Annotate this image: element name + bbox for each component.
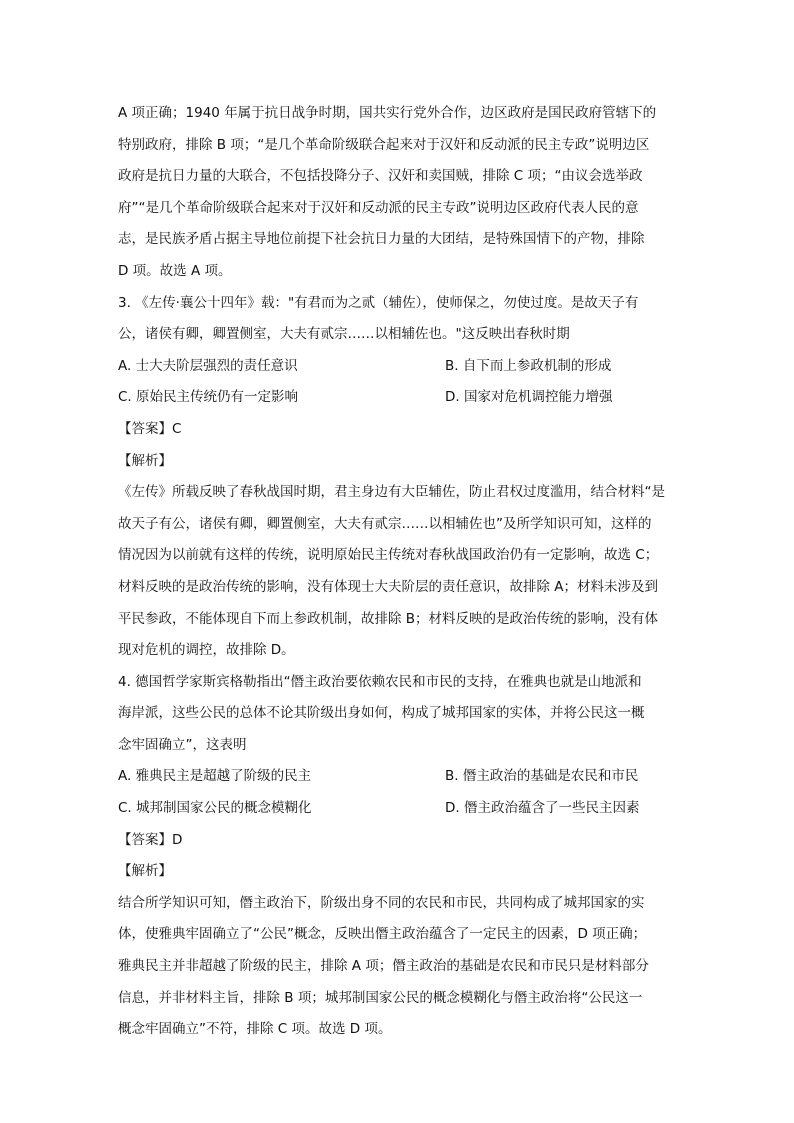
question-stem: 3. 《左传·襄公十四年》载："有君而为之贰（辅佐），使师保之，勿使过度。是故天子有: [118, 294, 639, 311]
text-line: 府”“是几个革命阶级联合起来对于汉奸和反动派的民主专政”说明边区政府代表人民的意: [118, 199, 639, 216]
text-line: 特别政府，排除 B 项；“是几个革命阶级联合起来对于汉奸和反动派的民主专政”说明边区: [118, 136, 650, 153]
option-d: D. 国家对危机调控能力增强: [445, 389, 613, 406]
analysis-text: 体，使雅典牢固确立了“公民”概念，反映出僭主政治蕴含了一定民主的因素，D 项正确；: [118, 926, 647, 943]
analysis-label: 【解析】: [118, 863, 172, 880]
option-b: B. 自下而上参政机制的形成: [445, 357, 612, 374]
option-c: C. 城邦制国家公民的概念模糊化: [118, 800, 312, 817]
options-row: [118, 382, 678, 414]
option-b: B. 僭主政治的基础是农民和市民: [445, 768, 639, 785]
analysis-text: 雅典民主并非超越了阶级的民主，排除 A 项；僭主政治的基础是农民和市民只是材料部分: [118, 958, 649, 975]
analysis-text: 材料反映的是政治传统的影响，没有体现士大夫阶层的责任意识，故排除 A；材料未涉及到: [118, 578, 659, 595]
document-body: [118, 98, 678, 1046]
text-line: 志，是民族矛盾占据主导地位前提下社会抗日力量的大团结，是特殊国情下的产物，排除: [118, 231, 645, 248]
options-row: [118, 351, 678, 383]
option-a: A. 雅典民主是超越了阶级的民主: [118, 768, 312, 785]
analysis-text: 结合所学知识可知，僭主政治下，阶级出身不同的农民和市民，共同构成了城邦国家的实: [118, 894, 645, 911]
question-stem: 海岸派，这些公民的总体不论其阶级出身如何，构成了城邦国家的实体，并将公民这一概: [118, 705, 645, 722]
text-line: A 项正确；1940 年属于抗日战争时期，国共实行党外合作，边区政府是国民政府管辖下的: [118, 105, 657, 121]
analysis-text: 《左传》所载反映了春秋战国时期，君主身边有大臣辅佐，防止君权过度滥用，结合材料“是: [118, 484, 665, 501]
previous-explanation: [118, 98, 678, 288]
text-line: 政府是抗日力量的大联合，不包括投降分子、汉奸和卖国贼，排除 C 项；“由议会选举政: [118, 168, 643, 185]
question-4: [118, 667, 678, 1046]
option-a: A. 士大夫阶层强烈的责任意识: [118, 357, 298, 374]
options-row: [118, 793, 678, 825]
text-line: D 项。故选 A 项。: [118, 262, 232, 279]
question-stem: 念牢固确立”，这表明: [118, 736, 247, 753]
options-row: [118, 761, 678, 793]
option-d: D. 僭主政治蕴含了一些民主因素: [445, 800, 640, 817]
analysis-text: 故天子有公，诸侯有卿，卿置侧室，大夫有贰宗……以相辅佐也”及所学知识可知，这样的: [118, 515, 652, 532]
question-3: [118, 288, 678, 667]
question-stem: 4. 德国哲学家斯宾格勒指出“僭主政治要依赖农民和市民的支持，在雅典也就是山地派和: [118, 673, 642, 690]
answer-line: 【答案】C: [118, 420, 182, 437]
analysis-label: 【解析】: [118, 452, 172, 469]
analysis-text: 信息，并非材料主旨，排除 B 项；城邦制国家公民的概念模糊化与僭主政治将“公民这一: [118, 989, 643, 1006]
analysis-text: 平民参政，不能体现自下而上参政机制，故排除 B；材料反映的是政治传统的影响，没有体: [118, 610, 659, 627]
analysis-text: 现对危机的调控，故排除 D。: [118, 642, 295, 659]
option-c: C. 原始民主传统仍有一定影响: [118, 389, 299, 406]
question-stem: 公，诸侯有卿，卿置侧室，大夫有贰宗……以相辅佐也。"这反映出春秋时期: [118, 326, 570, 343]
answer-line: 【答案】D: [118, 831, 183, 848]
analysis-text: 概念牢固确立”不符，排除 C 项。故选 D 项。: [118, 1021, 392, 1038]
analysis-text: 情况因为以前就有这样的传统，说明原始民主传统对春秋战国政治仍有一定影响，故选 C；: [118, 547, 659, 564]
